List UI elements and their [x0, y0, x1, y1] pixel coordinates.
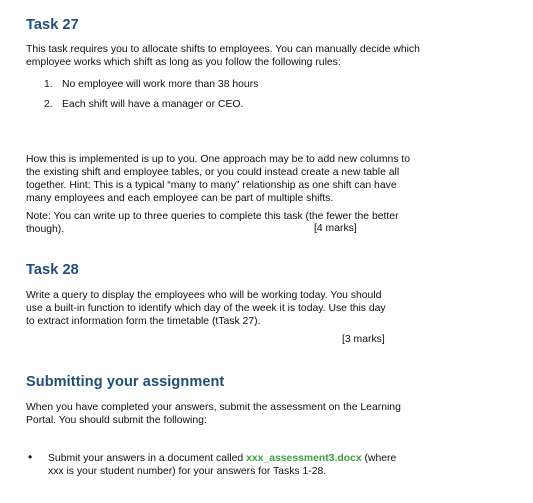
task27-intro-line: employee works which shift as long as you follow the following rules: [26, 57, 341, 68]
impl-line: together. Hint: This is a typical “many to many” relationship as one shift can have [26, 180, 397, 191]
task27-intro-line: This task requires you to allocate shifts to employees. You can manually decide which [26, 44, 420, 55]
filename-text: xxx_assessment3.docx [246, 453, 362, 464]
task28-heading: Task 28 [26, 262, 79, 278]
task27-rules-list [44, 78, 504, 118]
rule-number: 1. [44, 79, 53, 90]
task28-line: to extract information form the timetable (tTask 27). [26, 316, 261, 327]
impl-line: the existing shift and employee tables, or you could instead create a new table all [26, 167, 400, 178]
submission-list-item [26, 452, 518, 478]
task28-body [26, 289, 516, 328]
submitting-line: When you have completed your answers, submit the assessment on the Learning [26, 402, 401, 413]
submitting-line: Portal. You should submit the following: [26, 415, 207, 426]
bullet-icon: • [28, 450, 33, 464]
task27-implementation [26, 153, 516, 205]
impl-line: many employees and each employee can be part of multiple shifts. [26, 193, 334, 204]
submitting-heading: Submitting your assignment [26, 374, 225, 390]
rule-item [44, 98, 504, 111]
submission-item-line [48, 452, 518, 465]
rule-item [44, 78, 504, 91]
submission-text-pre: Submit your answers in a document called [48, 453, 247, 464]
note-line: though). [26, 224, 65, 235]
task27-heading: Task 27 [26, 17, 79, 33]
task27-intro [26, 43, 516, 69]
submission-item-line: xxx is your student number) for your answers for Tasks 1-28. [48, 466, 327, 477]
note-line: Note: You can write up to three queries to complete this task (the fewer the better [26, 211, 399, 222]
submitting-intro [26, 401, 516, 427]
task28-marks: [3 marks] [342, 334, 385, 345]
task27-note [26, 210, 516, 236]
task27-marks: [4 marks] [314, 223, 357, 234]
task28-line: Write a query to display the employees who will be working today. You should [26, 290, 382, 301]
submission-text-post: (where [361, 453, 397, 464]
rule-text: Each shift will have a manager or CEO. [62, 99, 244, 110]
rule-text: No employee will work more than 38 hours [62, 79, 259, 90]
impl-line: How this is implemented is up to you. One approach may be to add new columns to [26, 154, 411, 165]
rule-number: 2. [44, 99, 53, 110]
task28-line: use a built-in function to identify which day of the week it is today. Use this day [26, 303, 386, 314]
